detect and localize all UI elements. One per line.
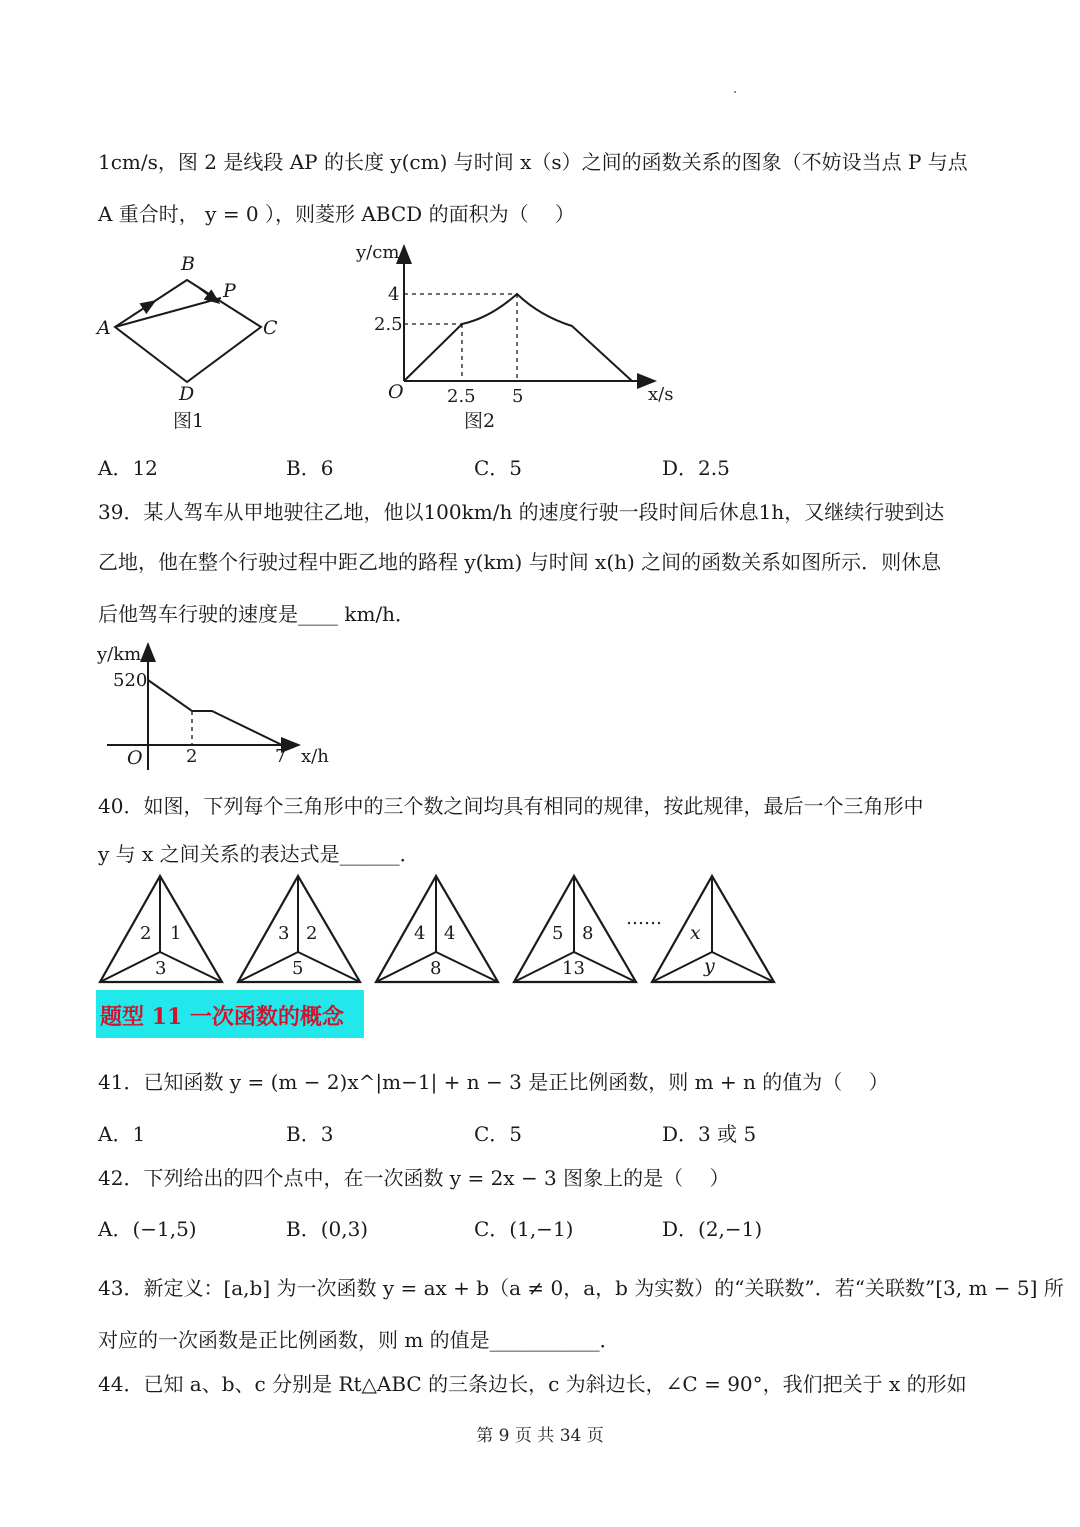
triangle-4-left: 5 [552, 923, 564, 944]
q43-text-line2: 对应的一次函数是正比例函数，则 m 的值是___________． [98, 1328, 620, 1352]
function-curve [404, 294, 632, 381]
origin-label: O [388, 381, 404, 403]
triangle-1-right: 1 [170, 923, 182, 944]
triangle-5-bottom: y [704, 955, 715, 977]
q38-figure2-graph [350, 238, 690, 438]
tick-x-7: 7 [275, 746, 287, 767]
q38-text-line1: 1cm/s，图 2 是线段 AP 的长度 y(cm) 与时间 x（s）之间的函数关系的图象（不妨设当点 P 与点 [98, 150, 968, 174]
q42-option-a[interactable]: A．(−1,5) [98, 1217, 197, 1241]
triangle-4 [514, 876, 636, 982]
triangle-ellipsis: …… [626, 908, 662, 929]
q39-text-line1: 39．某人驾车从甲地驶往乙地，他以100km/h 的速度行驶一段时间后休息1h，又继续行驶到达 [98, 500, 945, 524]
triangle-4-bottom: 13 [562, 958, 585, 979]
triangle-2-right: 2 [306, 923, 318, 944]
q42-option-d[interactable]: D．(2,−1) [662, 1217, 763, 1241]
q38-option-a[interactable]: A．12 [98, 456, 158, 480]
figure2-caption: 图2 [464, 410, 496, 432]
segment-AP [115, 298, 221, 327]
q42-option-c[interactable]: C．(1,−1) [474, 1217, 574, 1241]
tick-y-4: 4 [388, 284, 400, 305]
label-C: C [263, 317, 278, 339]
q39-text-line3: 后他驾车行驶的速度是____ km/h． [98, 602, 416, 626]
tick-y-520: 520 [113, 670, 148, 691]
label-P: P [223, 280, 236, 302]
q42-option-b[interactable]: B．(0,3) [286, 1217, 369, 1241]
section-heading [96, 990, 364, 1038]
q38-figure1-rhombus [95, 250, 295, 440]
q41-option-b[interactable]: B．3 [286, 1122, 334, 1146]
triangle-4-right: 8 [582, 923, 594, 944]
label-B: B [181, 253, 195, 275]
tick-x-2: 2 [186, 746, 198, 767]
x-axis-label: x/s [648, 384, 674, 405]
tick-x-2.5: 2.5 [447, 386, 476, 407]
q41-text: 41．已知函数 y = (m − 2)x^|m−1| + n − 3 是正比例函数，则 m + n 的值为（ ） [98, 1070, 889, 1094]
triangle-2-left: 3 [278, 923, 290, 944]
q42-text: 42．下列给出的四个点中，在一次函数 y = 2x − 3 图象上的是（ ） [98, 1166, 730, 1190]
origin-label: O [127, 747, 143, 769]
q41-option-d[interactable]: D．3 或 5 [662, 1122, 757, 1146]
triangle-1-left: 2 [140, 923, 152, 944]
section-heading-title: 题型 11 一次函数的概念 [100, 1004, 344, 1030]
triangle-3 [376, 876, 498, 982]
triangle-3-left: 4 [414, 923, 426, 944]
q38-text-line2: A 重合时， y = 0 ），则菱形 ABCD 的面积为（ ） [98, 202, 575, 226]
q38-option-c[interactable]: C．5 [474, 456, 523, 480]
triangle-3-bottom: 8 [430, 958, 442, 979]
y-axis-label: y/cm [356, 242, 400, 263]
triangle-3-right: 4 [444, 923, 456, 944]
rhombus-outline [115, 280, 261, 382]
triangle-2 [238, 876, 360, 982]
distance-line [148, 680, 282, 745]
tick-y-2.5: 2.5 [374, 314, 403, 335]
decorative-dot [734, 91, 736, 93]
triangle-5-left: x [690, 922, 701, 944]
triangle-1 [100, 876, 222, 982]
triangle-2-bottom: 5 [292, 958, 304, 979]
triangle-1-bottom: 3 [155, 958, 167, 979]
q40-triangle-row [98, 872, 778, 987]
q38-option-d[interactable]: D．2.5 [662, 456, 730, 480]
q40-text-line1: 40．如图，下列每个三角形中的三个数之间均具有相同的规律，按此规律，最后一个三角形中 [98, 794, 924, 818]
q43-text-line1: 43．新定义：[a,b] 为一次函数 y = ax + b（a ≠ 0，a，b 为实数）的“关联数”．若“关联数”[3, m − 5] 所 [98, 1276, 1064, 1300]
x-axis-label: x/h [301, 746, 329, 767]
q39-text-line2: 乙地，他在整个行驶过程中距乙地的路程 y(km) 与时间 x(h) 之间的函数关系如图所示．则休息 [98, 550, 942, 574]
page-footer: 第 9 页 共 34 页 [476, 1426, 604, 1446]
q41-option-c[interactable]: C．5 [474, 1122, 523, 1146]
triangle-5 [652, 876, 774, 982]
label-A: A [97, 317, 111, 339]
q41-option-a[interactable]: A．1 [98, 1122, 146, 1146]
figure1-caption: 图1 [173, 410, 205, 432]
arrow-A-to-B [133, 301, 155, 315]
q44-text-line1: 44．已知 a、b、c 分别是 Rt△ABC 的三条边长，c 为斜边长，∠C = 90°，我们把关于 x 的形如 [98, 1372, 967, 1396]
tick-x-5: 5 [512, 386, 524, 407]
q40-text-line2: y 与 x 之间关系的表达式是______． [98, 842, 420, 866]
q38-option-b[interactable]: B．6 [286, 456, 334, 480]
q39-distance-time-graph [95, 640, 345, 772]
y-axis-label: y/km [97, 644, 142, 665]
label-D: D [179, 383, 195, 405]
